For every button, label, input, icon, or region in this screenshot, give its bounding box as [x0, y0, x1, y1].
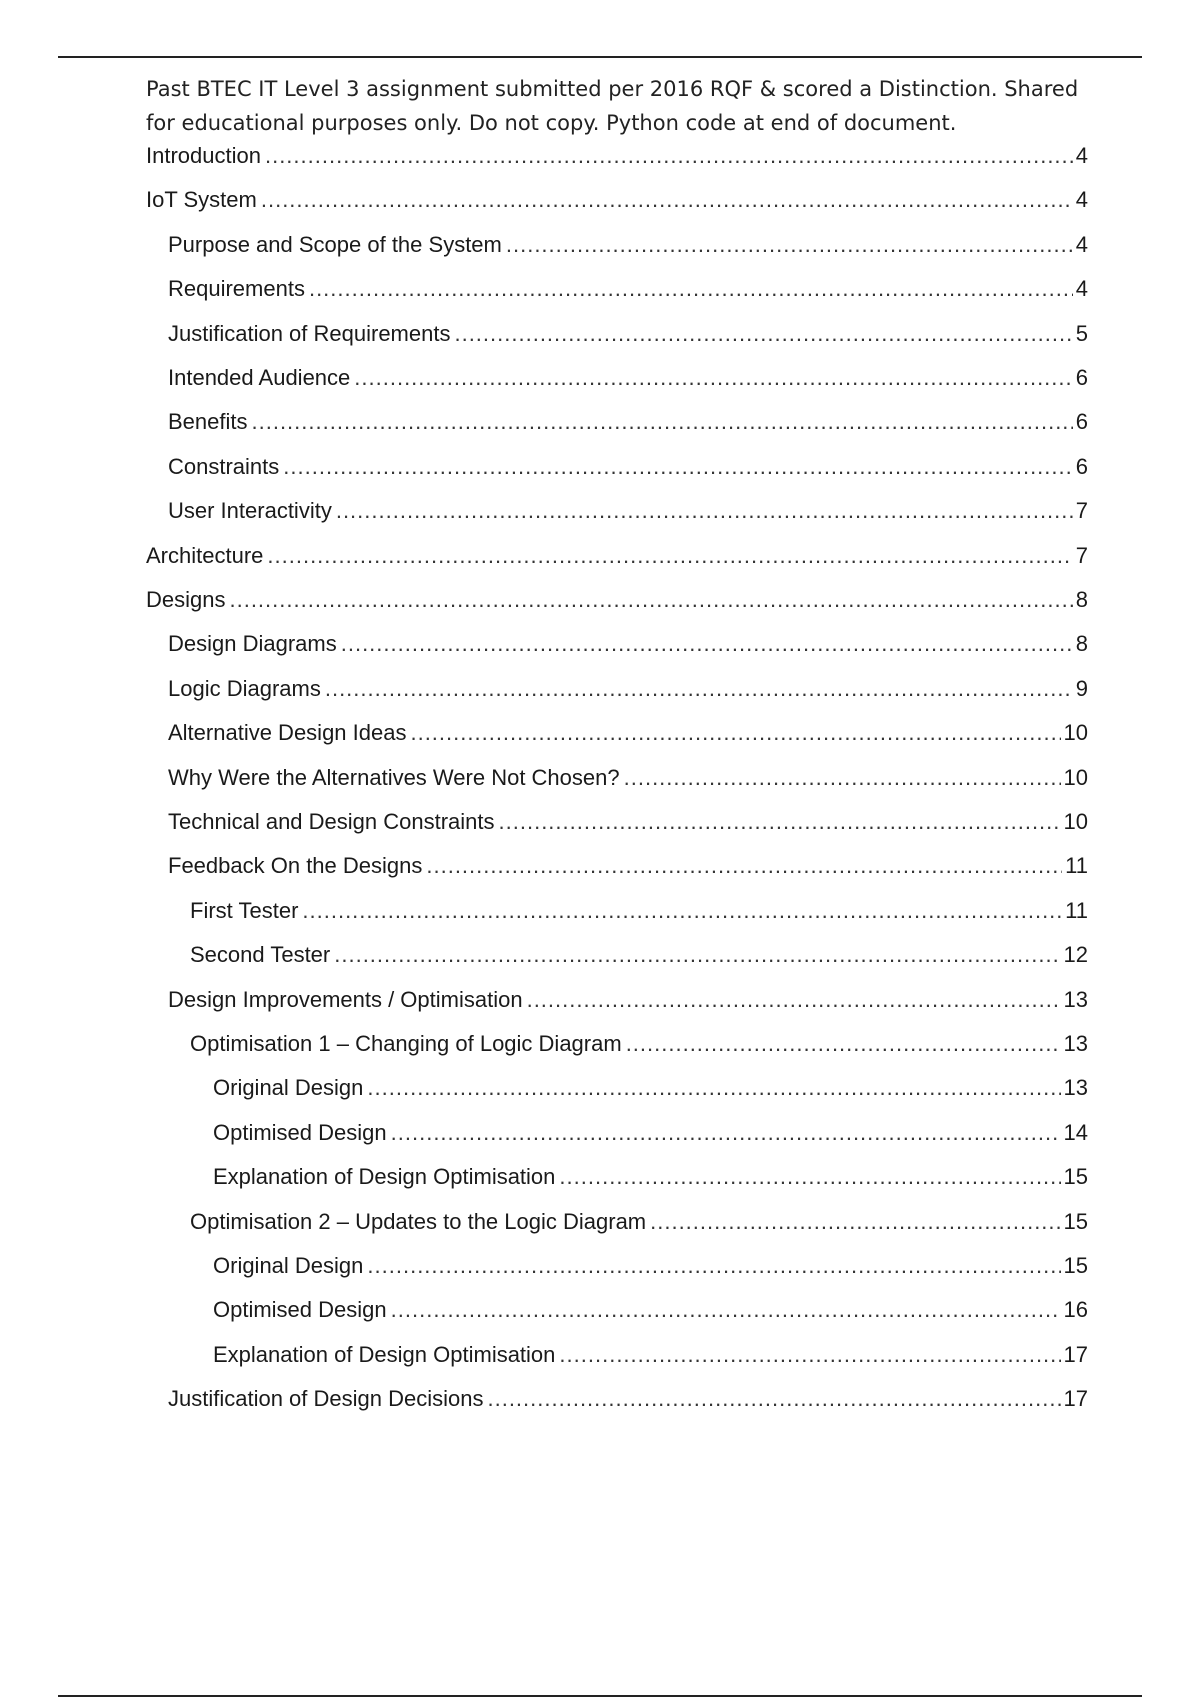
toc-entry-line: [190, 939, 1088, 971]
toc-entry[interactable]: [0, 451, 1200, 483]
toc-entry-page-number: 11: [1065, 853, 1088, 879]
toc-entry-line: [168, 673, 1088, 705]
toc-entry-title: Original Design: [213, 1253, 364, 1278]
toc-entry-title: Alternative Design Ideas: [168, 720, 407, 746]
toc-entry-title: Design Improvements / Optimisation: [168, 986, 523, 1012]
toc-entry-title: Feedback On the Designs: [168, 853, 423, 879]
toc-dot-leader: [527, 984, 1061, 1016]
toc-entry[interactable]: [0, 1028, 1200, 1060]
toc-entry-page-number: 6: [1075, 365, 1088, 390]
toc-entry-line: [168, 628, 1088, 660]
toc-entry[interactable]: [0, 184, 1200, 216]
toc-entry-page-number: 11: [1065, 897, 1088, 923]
toc-dot-leader: [336, 495, 1073, 527]
toc-entry-page-number: 10: [1063, 764, 1088, 790]
toc-entry-line: [168, 1383, 1088, 1415]
toc-entry-title: User Interactivity: [168, 498, 332, 524]
toc-dot-leader: [650, 1206, 1060, 1238]
toc-entry[interactable]: [0, 318, 1200, 350]
toc-entry-page-number: 16: [1063, 1297, 1088, 1323]
toc-entry-title: Optimised Design: [213, 1297, 387, 1323]
toc-entry[interactable]: [0, 762, 1200, 794]
toc-dot-leader: [309, 273, 1073, 305]
toc-entry[interactable]: [0, 495, 1200, 527]
toc-entry-page-number: 6: [1075, 453, 1088, 479]
toc-entry[interactable]: [0, 1161, 1200, 1193]
toc-entry-page-number: 12: [1063, 942, 1088, 968]
toc-entry-title: Constraints: [168, 453, 280, 479]
toc-entry-line: [168, 850, 1088, 882]
toc-entry[interactable]: [0, 1383, 1200, 1415]
toc-entry-line: [168, 362, 1088, 394]
toc-entry-title: Introduction: [146, 143, 261, 168]
toc-dot-leader: [325, 673, 1073, 705]
toc-dot-leader: [454, 318, 1072, 350]
toc-entry-title: IoT System: [146, 187, 257, 213]
toc-entry[interactable]: [0, 673, 1200, 705]
toc-entry-title: Original Design: [213, 1075, 364, 1101]
toc-entry-page-number: 6: [1075, 409, 1088, 435]
toc-entry-title: Justification of Design Decisions: [168, 1386, 484, 1412]
toc-entry-line: [146, 140, 1088, 172]
disclaimer-line-2: for educational purposes only. Do not copy. Python code at end of document.: [146, 111, 957, 135]
toc-entry-line: [146, 584, 1088, 616]
toc-entry[interactable]: [0, 1250, 1200, 1282]
toc-entry-page-number: 5: [1075, 320, 1088, 346]
toc-entry[interactable]: [0, 1294, 1200, 1326]
toc-entry-title: Second Tester: [190, 942, 331, 968]
toc-dot-leader: [391, 1294, 1061, 1326]
toc-entry-title: Benefits: [168, 409, 248, 435]
toc-entry[interactable]: [0, 628, 1200, 660]
toc-entry-page-number: 10: [1063, 809, 1088, 834]
toc-entry-line: [168, 806, 1088, 838]
toc-entry[interactable]: [0, 1072, 1200, 1104]
toc-entry[interactable]: [0, 406, 1200, 438]
toc-entry-page-number: 15: [1063, 1253, 1088, 1278]
toc-entry-line: [168, 406, 1088, 438]
toc-entry[interactable]: [0, 584, 1200, 616]
toc-entry-title: Optimisation 2 – Updates to the Logic Diagram: [190, 1208, 647, 1234]
toc-dot-leader: [265, 140, 1073, 172]
toc-dot-leader: [354, 362, 1072, 394]
toc-dot-leader: [367, 1250, 1060, 1282]
toc-entry-line: [168, 229, 1088, 261]
toc-entry-page-number: 13: [1063, 1075, 1088, 1101]
toc-entry-page-number: 17: [1063, 1341, 1088, 1367]
toc-dot-leader: [426, 850, 1062, 882]
toc-entry-line: [168, 451, 1088, 483]
toc-entry-page-number: 4: [1075, 231, 1088, 257]
toc-dot-leader: [626, 1028, 1061, 1060]
toc-entry-page-number: 4: [1075, 187, 1088, 213]
toc-entry-line: [190, 1028, 1088, 1060]
toc-entry-title: Why Were the Alternatives Were Not Chosen?: [168, 764, 620, 790]
toc-dot-leader: [559, 1161, 1060, 1193]
toc-entry-line: [213, 1161, 1088, 1193]
toc-entry-page-number: 15: [1063, 1208, 1088, 1234]
toc-entry-page-number: 7: [1075, 498, 1088, 524]
toc-entry-title: Requirements: [168, 276, 305, 302]
toc-entry-title: Logic Diagrams: [168, 675, 321, 701]
toc-entry-line: [213, 1294, 1088, 1326]
toc-dot-leader: [367, 1072, 1060, 1104]
toc-entry-line: [213, 1072, 1088, 1104]
toc-entry[interactable]: [0, 1206, 1200, 1238]
toc-entry-title: Design Diagrams: [168, 631, 337, 657]
toc-entry-title: Purpose and Scope of the System: [168, 231, 502, 257]
toc-dot-leader: [487, 1383, 1060, 1415]
toc-entry[interactable]: [0, 1117, 1200, 1149]
toc-entry[interactable]: [0, 895, 1200, 927]
toc-entry-title: Explanation of Design Optimisation: [213, 1341, 556, 1367]
toc-dot-leader: [283, 451, 1072, 483]
toc-entry-title: Technical and Design Constraints: [168, 809, 495, 834]
toc-entry-line: [168, 717, 1088, 749]
toc-entry-page-number: 4: [1075, 143, 1088, 168]
toc-dot-leader: [410, 717, 1060, 749]
toc-entry-page-number: 8: [1075, 587, 1088, 612]
disclaimer-line-1: Past BTEC IT Level 3 assignment submitted per 2016 RQF & scored a Distinction. Shared: [146, 77, 1079, 101]
toc-entry-title: Explanation of Design Optimisation: [213, 1164, 556, 1190]
toc-entry[interactable]: [0, 939, 1200, 971]
toc-entry-line: [190, 1206, 1088, 1238]
toc-entry-line: [146, 184, 1088, 216]
toc-dot-leader: [267, 540, 1072, 572]
top-rule: [58, 56, 1142, 58]
toc-entry-page-number: 8: [1075, 631, 1088, 657]
toc-entry-page-number: 14: [1063, 1119, 1088, 1145]
toc-entry-page-number: 4: [1075, 276, 1088, 302]
toc-entry-title: Justification of Requirements: [168, 320, 451, 346]
toc-dot-leader: [624, 762, 1061, 794]
toc-entry-page-number: 7: [1075, 542, 1088, 568]
toc-entry-title: Optimisation 1 – Changing of Logic Diagram: [190, 1031, 622, 1056]
toc-entry-line: [213, 1250, 1088, 1282]
toc-dot-leader: [499, 806, 1061, 838]
toc-entry-line: [168, 318, 1088, 350]
toc-dot-leader: [341, 628, 1073, 660]
toc-dot-leader: [261, 184, 1073, 216]
toc-dot-leader: [302, 895, 1062, 927]
toc-dot-leader: [391, 1117, 1061, 1149]
toc-entry-line: [168, 273, 1088, 305]
toc-entry[interactable]: [0, 540, 1200, 572]
toc-entry-line: [146, 540, 1088, 572]
toc-entry-title: First Tester: [190, 897, 299, 923]
toc-entry-page-number: 10: [1063, 720, 1088, 746]
toc-entry-title: Intended Audience: [168, 365, 351, 390]
toc-entry-line: [213, 1117, 1088, 1149]
toc-entry-page-number: 13: [1063, 1031, 1088, 1056]
toc-entry-page-number: 13: [1063, 986, 1088, 1012]
toc-entry-page-number: 9: [1075, 675, 1088, 701]
toc-entry-line: [168, 495, 1088, 527]
toc-entry[interactable]: [0, 850, 1200, 882]
toc-entry-line: [190, 895, 1088, 927]
toc-entry-line: [168, 984, 1088, 1016]
toc-entry[interactable]: [0, 806, 1200, 838]
toc-entry-title: Optimised Design: [213, 1119, 387, 1145]
bottom-rule: [58, 1695, 1142, 1697]
toc-dot-leader: [506, 229, 1073, 261]
toc-entry-line: [168, 762, 1088, 794]
toc-dot-leader: [559, 1339, 1060, 1371]
toc-entry[interactable]: [0, 140, 1200, 172]
toc-entry[interactable]: [0, 273, 1200, 305]
toc-entry[interactable]: [0, 229, 1200, 261]
toc-entry-line: [213, 1339, 1088, 1371]
toc-entry[interactable]: [0, 717, 1200, 749]
toc-entry-page-number: 15: [1063, 1164, 1088, 1190]
toc-dot-leader: [229, 584, 1072, 616]
toc-dot-leader: [334, 939, 1060, 971]
toc-entry-page-number: 17: [1063, 1386, 1088, 1412]
disclaimer-notice: [146, 72, 1086, 140]
toc-entry-title: Architecture: [146, 542, 264, 568]
toc-entry[interactable]: [0, 362, 1200, 394]
toc-dot-leader: [252, 406, 1073, 438]
toc-entry-title: Designs: [146, 587, 226, 612]
toc-entry[interactable]: [0, 1339, 1200, 1371]
toc-entry[interactable]: [0, 984, 1200, 1016]
